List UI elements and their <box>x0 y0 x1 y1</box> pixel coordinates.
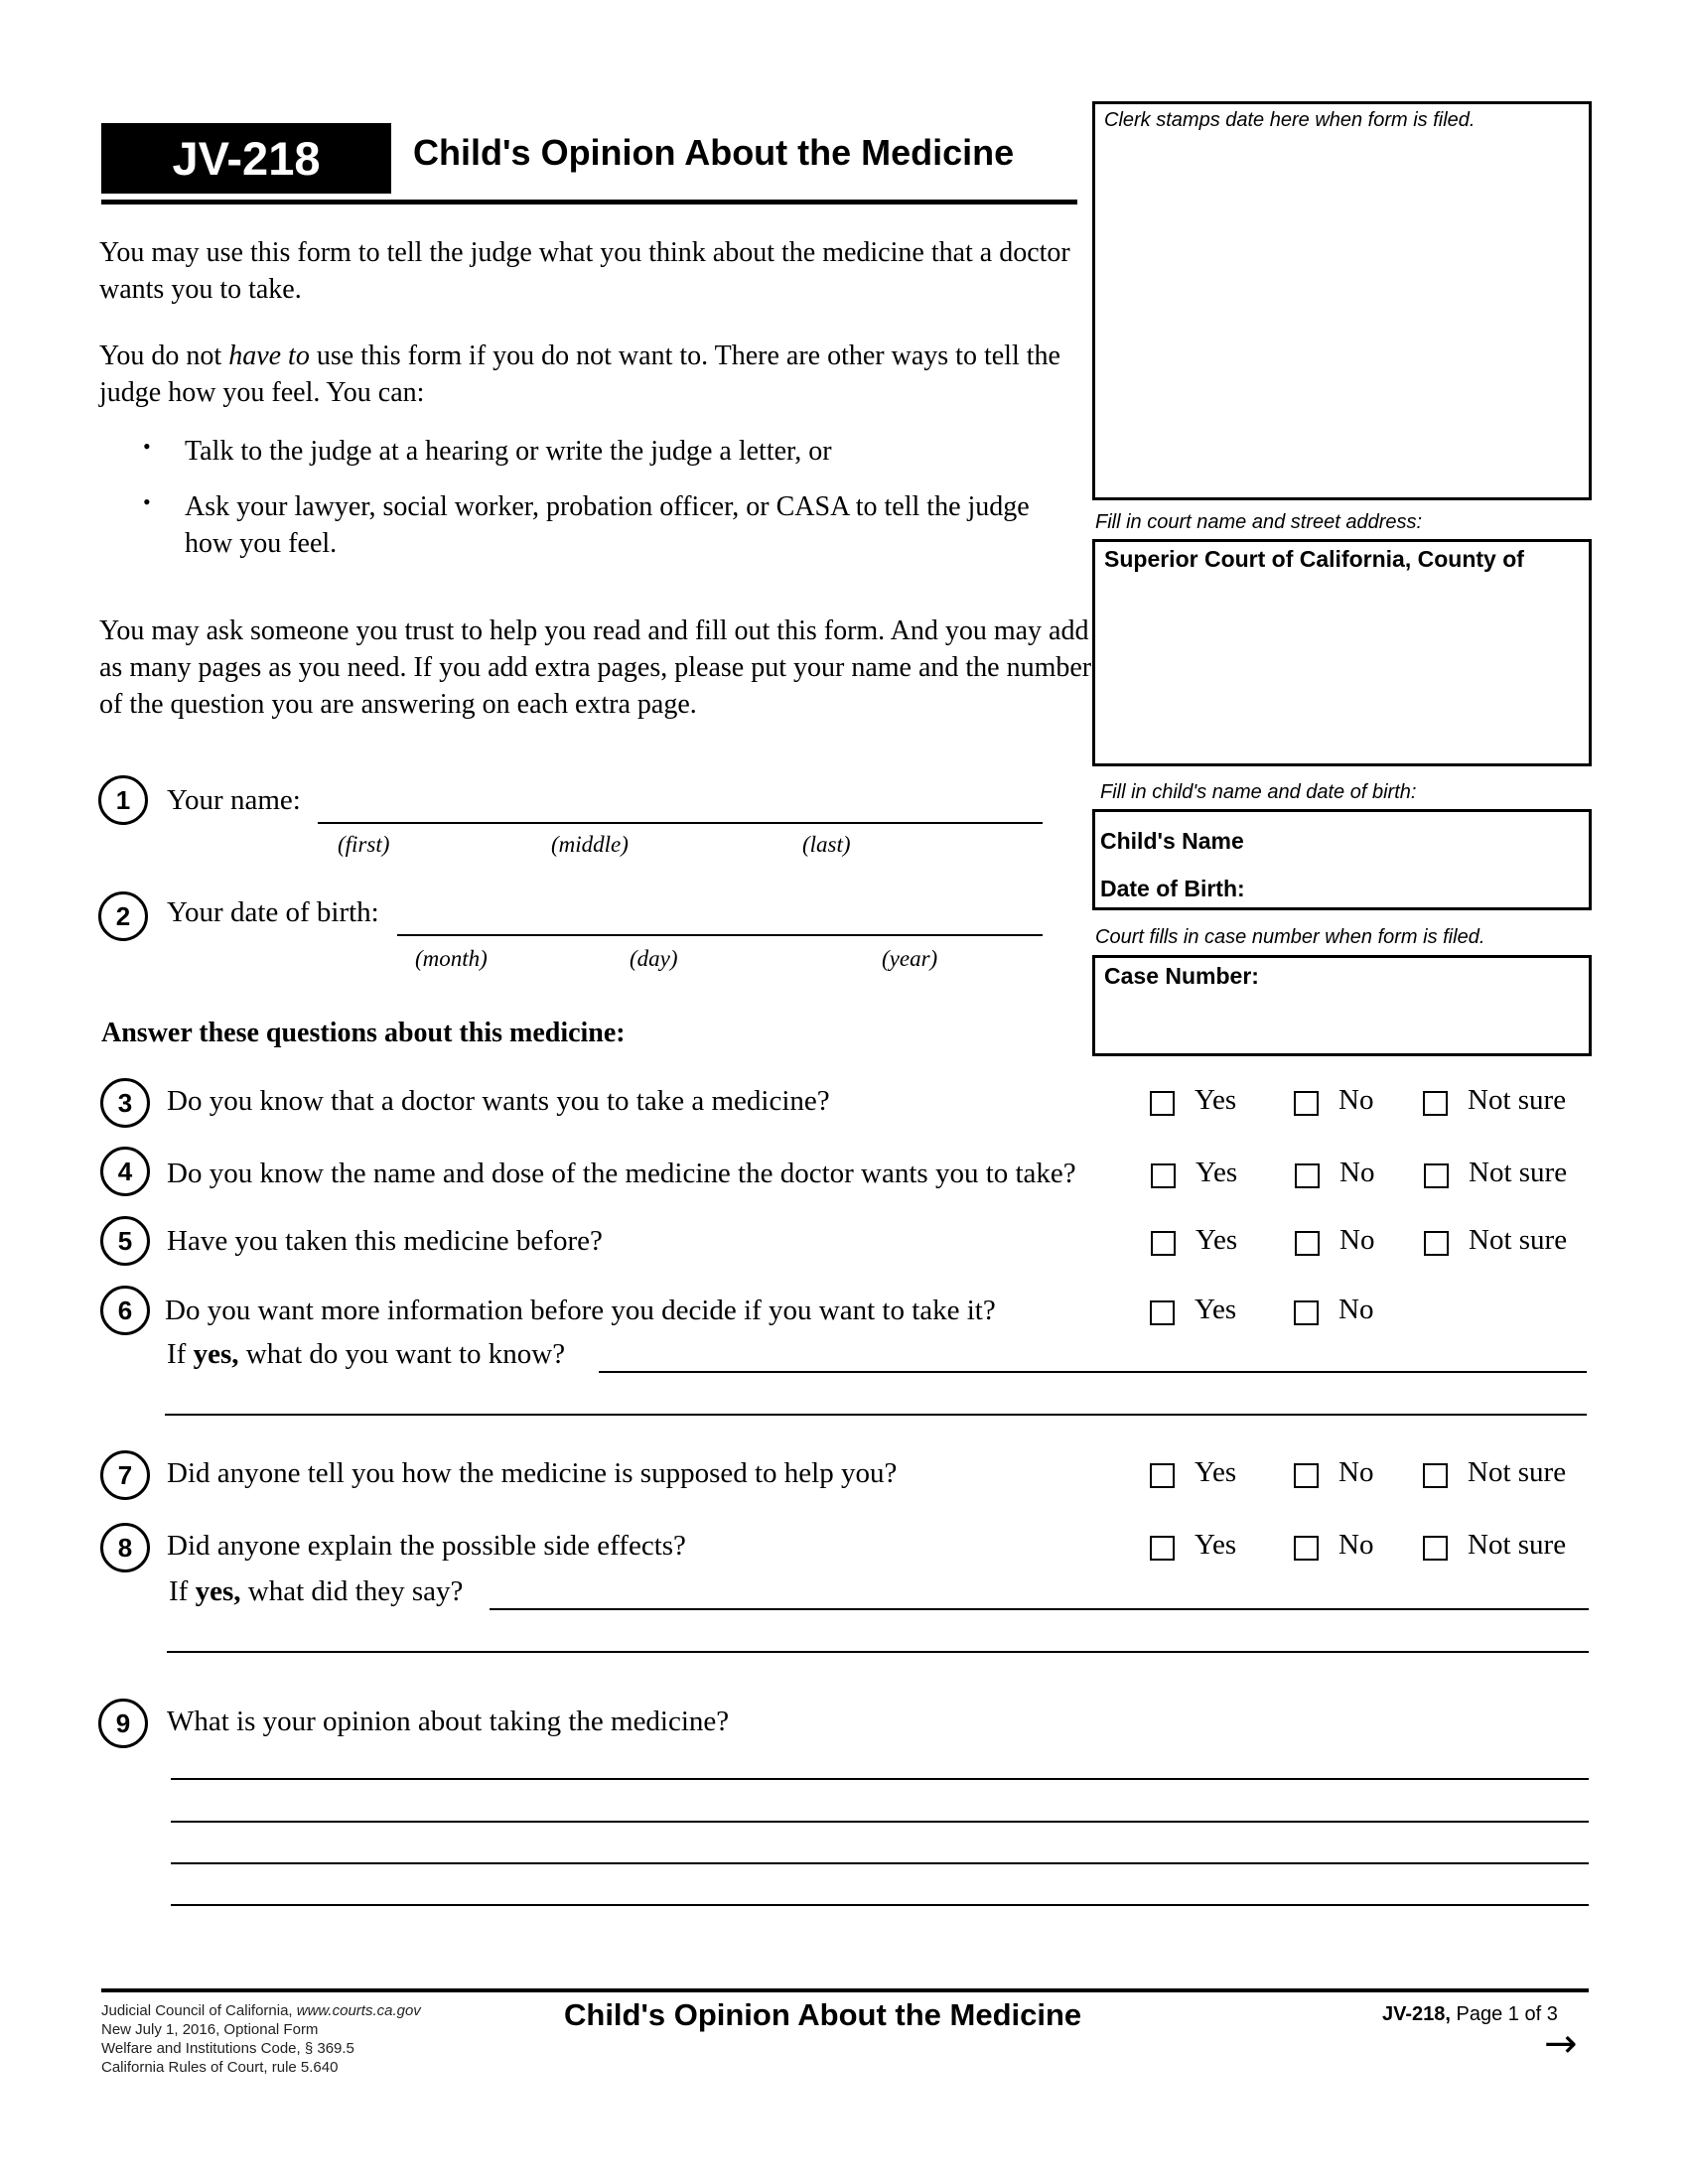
q3-yes-checkbox[interactable] <box>1150 1091 1175 1116</box>
bullet-dot: • <box>143 489 151 514</box>
court-name-text: Superior Court of California, County of <box>1104 546 1524 572</box>
question-8-followup <box>169 1574 463 1608</box>
q8-if-rest: what did they say? <box>240 1575 464 1607</box>
q6-answer-line-1[interactable] <box>599 1371 1587 1373</box>
footer-line-4: California Rules of Court, rule 5.640 <box>101 2059 339 2076</box>
q9-answer-line-3[interactable] <box>171 1862 1589 1864</box>
questions-heading: Answer these questions about this medicine: <box>101 1018 626 1048</box>
q4-yes-checkbox[interactable] <box>1151 1163 1176 1188</box>
footer-page-text: Page 1 of 3 <box>1450 2003 1558 2025</box>
q7-no-checkbox[interactable] <box>1294 1463 1319 1488</box>
intro-paragraph-3: You may ask someone you trust to help you read and fill out this form. And you may add as many pages as you need. If you add extra pages, please put your name and the number of the question you are answering on each extra page. <box>99 615 1092 720</box>
q6-if-rest: what do you want to know? <box>238 1338 566 1370</box>
bullet-item: Ask your lawyer, social worker, probation officer, or CASA to tell the judge how you feel. <box>185 491 1030 559</box>
question-6-followup <box>167 1337 565 1371</box>
footer-line-1 <box>101 2001 421 2020</box>
question-3-text: Do you know that a doctor wants you to take a medicine? <box>167 1085 830 1117</box>
intro-p2-after: use this form if you do not want to. There are other ways to tell the judge how you feel. You can: <box>99 341 1060 408</box>
q8-not-sure-label: Not sure <box>1468 1529 1567 1561</box>
bullet-item: Talk to the judge at a hearing or write the judge a letter, or <box>185 436 832 467</box>
q3-no-label: No <box>1338 1084 1374 1116</box>
q4-no-checkbox[interactable] <box>1295 1163 1320 1188</box>
item-number-6: 6 <box>100 1286 150 1335</box>
intro-p2-before: You do not <box>99 341 229 371</box>
question-5-text: Have you taken this medicine before? <box>167 1225 603 1257</box>
clerk-stamp-label: Clerk stamps date here when form is filed. <box>1104 109 1476 131</box>
q4-not-sure-checkbox[interactable] <box>1424 1163 1449 1188</box>
footer-title: Child's Opinion About the Medicine <box>564 1997 1082 2032</box>
q9-answer-line-1[interactable] <box>171 1778 1589 1780</box>
child-name-field[interactable]: Child's Name <box>1100 828 1244 854</box>
footer-line-2: New July 1, 2016, Optional Form <box>101 2021 319 2038</box>
q4-not-sure-label: Not sure <box>1469 1157 1568 1188</box>
q6-if-yes: yes, <box>193 1338 239 1370</box>
q8-answer-line-2[interactable] <box>167 1651 1589 1653</box>
child-info-label: Fill in child's name and date of birth: <box>1100 781 1417 803</box>
next-page-arrow-icon: → <box>1544 2021 1578 2067</box>
q3-not-sure-label: Not sure <box>1468 1084 1567 1116</box>
name-first-caption: (first) <box>338 832 390 857</box>
q4-no-label: No <box>1339 1157 1375 1188</box>
q5-no-label: No <box>1339 1224 1375 1256</box>
item-number-5: 5 <box>100 1216 150 1266</box>
case-number-label: Court fills in case number when form is filed. <box>1095 926 1485 948</box>
question-6-text: Do you want more information before you decide if you want to take it? <box>165 1295 996 1326</box>
question-7-text: Did anyone tell you how the medicine is supposed to help you? <box>167 1457 898 1489</box>
intro-p2-emphasis: have to <box>228 341 310 371</box>
q7-no-label: No <box>1338 1456 1374 1488</box>
q6-no-label: No <box>1338 1294 1374 1325</box>
court-address-box[interactable] <box>1092 539 1592 766</box>
item-number-7: 7 <box>100 1450 150 1500</box>
q8-no-label: No <box>1338 1529 1374 1561</box>
q8-no-checkbox[interactable] <box>1294 1536 1319 1561</box>
q7-yes-label: Yes <box>1195 1456 1237 1488</box>
header-rule <box>101 200 1077 205</box>
item-number-9: 9 <box>98 1699 148 1748</box>
intro-paragraph-1: You may use this form to tell the judge what you think about the medicine that a doctor wants you to take. <box>99 237 1070 305</box>
dob-day-caption: (day) <box>630 946 678 971</box>
form-title: Child's Opinion About the Medicine <box>413 132 1015 173</box>
footer-website: www.courts.ca.gov <box>296 2002 421 2019</box>
footer-rule <box>101 1988 1589 1992</box>
footer-line-3: Welfare and Institutions Code, § 369.5 <box>101 2040 354 2057</box>
q8-if-prefix: If <box>169 1575 196 1607</box>
q5-yes-label: Yes <box>1196 1224 1238 1256</box>
footer-council: Judicial Council of California, <box>101 2002 297 2019</box>
your-name-input[interactable] <box>318 822 1043 824</box>
q8-yes-checkbox[interactable] <box>1150 1536 1175 1561</box>
q5-yes-checkbox[interactable] <box>1151 1231 1176 1256</box>
q4-yes-label: Yes <box>1196 1157 1238 1188</box>
name-last-caption: (last) <box>802 832 851 857</box>
q6-answer-line-2[interactable] <box>165 1414 1587 1416</box>
bullet-dot: • <box>143 434 151 459</box>
q3-not-sure-checkbox[interactable] <box>1423 1091 1448 1116</box>
date-of-birth-input[interactable] <box>397 934 1043 936</box>
q8-yes-label: Yes <box>1195 1529 1237 1561</box>
dob-month-caption: (month) <box>415 946 488 971</box>
intro-paragraph-2 <box>99 338 1082 411</box>
q5-not-sure-label: Not sure <box>1469 1224 1568 1256</box>
q3-yes-label: Yes <box>1195 1084 1237 1116</box>
question-9-text: What is your opinion about taking the medicine? <box>167 1706 730 1737</box>
q8-if-yes: yes, <box>195 1575 241 1607</box>
item-number-4: 4 <box>100 1147 150 1196</box>
clerk-stamp-box <box>1092 101 1592 500</box>
item-number-8: 8 <box>100 1523 150 1572</box>
q5-no-checkbox[interactable] <box>1295 1231 1320 1256</box>
q7-not-sure-label: Not sure <box>1468 1456 1567 1488</box>
case-number-text: Case Number: <box>1104 963 1259 989</box>
q6-no-checkbox[interactable] <box>1294 1300 1319 1325</box>
court-address-label: Fill in court name and street address: <box>1095 511 1423 533</box>
q7-not-sure-checkbox[interactable] <box>1423 1463 1448 1488</box>
child-dob-field[interactable]: Date of Birth: <box>1100 876 1245 901</box>
q9-answer-line-4[interactable] <box>171 1904 1589 1906</box>
footer-form-id: JV-218, <box>1382 2003 1451 2025</box>
q6-if-prefix: If <box>167 1338 194 1370</box>
your-name-label: Your name: <box>167 784 301 816</box>
item-number-1: 1 <box>98 775 148 825</box>
dob-year-caption: (year) <box>882 946 938 971</box>
form-number: JV-218 <box>101 123 391 194</box>
name-middle-caption: (middle) <box>551 832 629 857</box>
q9-answer-line-2[interactable] <box>171 1821 1589 1823</box>
q6-yes-checkbox[interactable] <box>1150 1300 1175 1325</box>
q5-not-sure-checkbox[interactable] <box>1424 1231 1449 1256</box>
question-4-text: Do you know the name and dose of the medicine the doctor wants you to take? <box>167 1158 1076 1189</box>
q6-yes-label: Yes <box>1195 1294 1237 1325</box>
footer-page-number <box>1382 2003 1558 2026</box>
q8-answer-line-1[interactable] <box>490 1608 1589 1610</box>
q8-not-sure-checkbox[interactable] <box>1423 1536 1448 1561</box>
item-number-2: 2 <box>98 891 148 941</box>
q7-yes-checkbox[interactable] <box>1150 1463 1175 1488</box>
question-8-text: Did anyone explain the possible side effects? <box>167 1530 686 1562</box>
q3-no-checkbox[interactable] <box>1294 1091 1319 1116</box>
item-number-3: 3 <box>100 1078 150 1128</box>
date-of-birth-label: Your date of birth: <box>167 896 379 928</box>
